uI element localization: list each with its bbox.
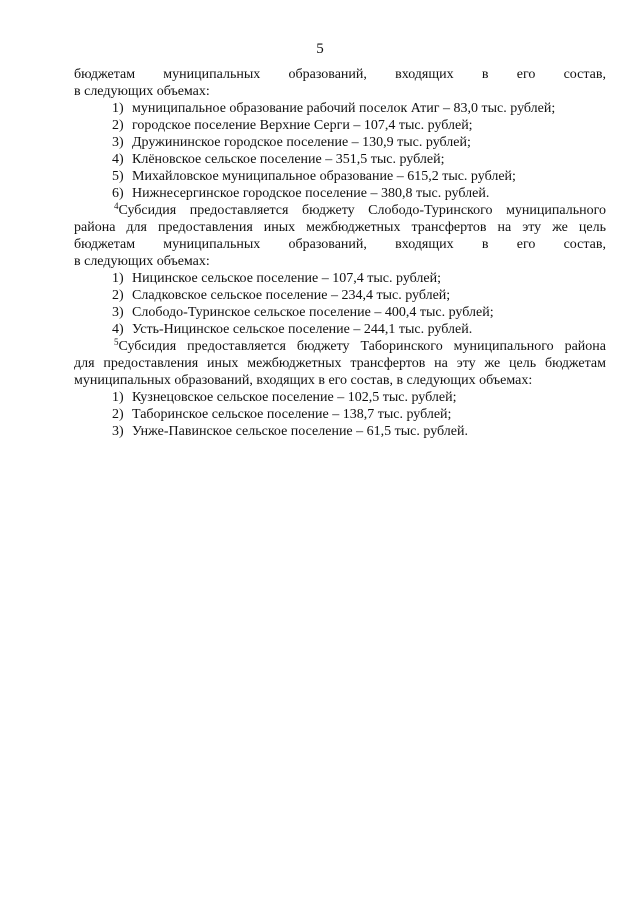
list-municipalities-sloboda-turinsky	[74, 270, 606, 338]
list-item	[74, 270, 606, 287]
list-item-number: 3)	[112, 424, 124, 439]
list-item	[74, 406, 606, 423]
list-item	[74, 151, 606, 168]
list-item	[74, 321, 606, 338]
list-item-text: Сладковское сельское поселение – 234,4 тыс. рублей;	[132, 288, 451, 303]
list-item-number: 4)	[112, 152, 124, 167]
list-item	[74, 100, 606, 117]
list-item	[74, 423, 606, 440]
footnote-5-marker: 5	[114, 337, 119, 347]
list-item-text: Слободо-Туринское сельское поселение – 400,4 тыс. рублей;	[132, 305, 494, 320]
list-item-number: 2)	[112, 118, 124, 133]
footnote-5-line-3: муниципальных образований, входящих в его состав, в следующих объемах:	[74, 373, 533, 388]
list-item-text: Дружининское городское поселение – 130,9 тыс. рублей;	[132, 135, 471, 150]
footnote-4-line-2: района для предоставления иных межбюджетных трансфертов на эту же цель	[74, 220, 606, 235]
list-item-text: Унже-Павинское сельское поселение – 61,5 тыс. рублей.	[132, 424, 468, 439]
list-item-number: 4)	[112, 322, 124, 337]
footnote-4-line-1	[74, 202, 606, 219]
list-item-number: 3)	[112, 305, 124, 320]
list-item-text: муниципальное образование рабочий поселок Атиг – 83,0 тыс. рублей;	[132, 101, 556, 116]
list-item-text: городское поселение Верхние Серги – 107,4 тыс. рублей;	[132, 118, 473, 133]
footnote-5-paragraph	[74, 338, 606, 389]
footnote-5-line-2: для предоставления иных межбюджетных трансфертов на эту же цель бюджетам	[74, 356, 606, 371]
footnote-5-line-1-text: Субсидия предоставляется бюджету Таборинского муниципального района	[118, 339, 606, 354]
list-item-number: 1)	[112, 271, 124, 286]
list-item-text: Усть-Ницинское сельское поселение – 244,1 тыс. рублей.	[132, 322, 473, 337]
list-item-text: Кузнецовское сельское поселение – 102,5 тыс. рублей;	[132, 390, 457, 405]
list-item	[74, 389, 606, 406]
document-body	[74, 66, 606, 440]
list-item	[74, 185, 606, 202]
list-item-text: Михайловское муниципальное образование – 615,2 тыс. рублей;	[132, 169, 516, 184]
list-item-number: 5)	[112, 169, 124, 184]
list-item-text: Таборинское сельское поселение – 138,7 тыс. рублей;	[132, 407, 452, 422]
footnote-4-line-1-text: Субсидия предоставляется бюджету Слободо-Туринского муниципального	[118, 203, 606, 218]
footnote-4-paragraph	[74, 202, 606, 270]
list-item	[74, 134, 606, 151]
list-item-number: 6)	[112, 186, 124, 201]
list-item-text: Нижнесергинское городское поселение – 380,8 тыс. рублей.	[132, 186, 490, 201]
list-item-number: 1)	[112, 101, 124, 116]
footnote-5-line-1	[74, 338, 606, 355]
list-item-number: 1)	[112, 390, 124, 405]
list-municipalities-nizhnie-sergi	[74, 100, 606, 202]
list-item-text: Ницинское сельское поселение – 107,4 тыс. рублей;	[132, 271, 441, 286]
intro-line-2: в следующих объемах:	[74, 84, 210, 99]
list-item-number: 3)	[112, 135, 124, 150]
list-item	[74, 287, 606, 304]
footnote-4-line-3: бюджетам муниципальных образований, входящих в его состав,	[74, 237, 606, 252]
intro-line-1: бюджетам муниципальных образований, входящих в его состав,	[74, 67, 606, 82]
footnote-4-marker: 4	[114, 201, 119, 211]
list-item	[74, 168, 606, 185]
footnote-4-line-4: в следующих объемах:	[74, 254, 210, 269]
list-item-text: Клёновское сельское поселение – 351,5 тыс. рублей;	[132, 152, 445, 167]
list-municipalities-taborinsky	[74, 389, 606, 440]
list-item	[74, 117, 606, 134]
list-item	[74, 304, 606, 321]
page-number: 5	[316, 41, 324, 57]
intro-paragraph	[74, 66, 606, 100]
list-item-number: 2)	[112, 288, 124, 303]
list-item-number: 2)	[112, 407, 124, 422]
